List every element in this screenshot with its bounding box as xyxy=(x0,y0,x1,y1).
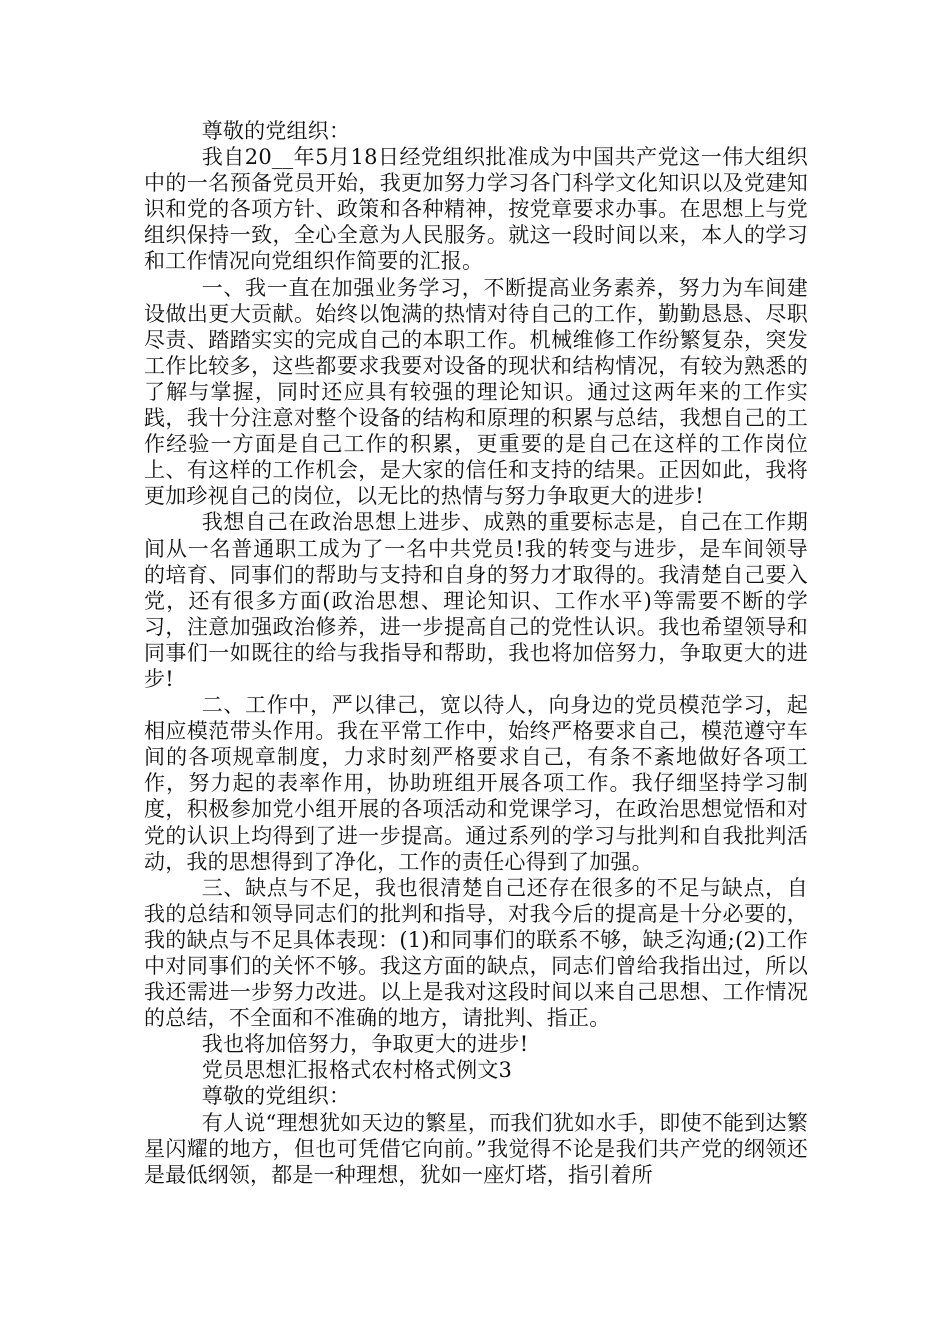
salutation: 尊敬的党组织： xyxy=(201,119,351,143)
closing-line: 我也将加倍努力，争取更大的进步! xyxy=(201,1032,529,1057)
body-paragraph: 三、缺点与不足，我也很清楚自己还存在很多的不足与缺点，自我的总结和领导同志们的批判和指导，对我今后的提高是十分必要的，我的缺点与不足具体表现：(1)和同事们的联系不够，缺乏沟通;(2)工作中对同事们的关怀不够。我这方面的缺点，同志们曾给我指出过，所以我还需进一步努力改进。以上是我对这段时间以来自己思想、工作情况的总结，不全面和不准确的地方，请批判、指正。 xyxy=(144,875,808,1031)
salutation: 尊敬的党组织： xyxy=(201,1084,351,1109)
body-paragraph: 有人说“理想犹如天边的繁星，而我们犹如水手，即使不能到达繁星闪耀的地方，但也可凭借它向前。”我觉得不论是我们共产党的纲领还是最低纲领，都是一种理想，犹如一座灯塔，指引着所 xyxy=(144,1110,808,1187)
document-page xyxy=(144,118,808,1188)
body-paragraph: 一、我一直在加强业务学习，不断提高业务素养，努力为车间建设做出更大贡献。始终以饱满的热情对待自己的工作，勤勤恳恳、尽职尽责、踏踏实实的完成自己的本职工作。机械维修工作纷繁复杂，突发工作比较多，这些都要求我要对设备的现状和结构情况，有较为熟悉的了解与掌握，同时还应具有较强的理论知识。通过这两年来的工作实践，我十分注意对整个设备的结构和原理的积累与总结，我想自己的工作经验一方面是自己工作的积累，更重要的是自己在这样的工作岗位上、有这样的工作机会，是大家的信任和支持的结果。正因如此，我将更加珍视自己的岗位，以无比的热情与努力争取更大的进步! xyxy=(144,275,808,509)
section-title: 党员思想汇报格式农村格式例文3 xyxy=(201,1058,513,1083)
body-paragraph: 二、工作中，严以律己，宽以待人，向身边的党员模范学习，起相应模范带头作用。我在平常工作中，始终严格要求自己，模范遵守车间的各项规章制度，力求时刻严格要求自己，有条不紊地做好各项工作，努力起的表率作用，协助班组开展各项工作。我仔细坚持学习制度，积极参加党小组开展的各项活动和党课学习，在政治思想觉悟和对党的认识上均得到了进一步提高。通过系列的学习与批判和自我批判活动，我的思想得到了净化，工作的责任心得到了加强。 xyxy=(144,693,808,874)
body-paragraph: 我想自己在政治思想上进步、成熟的重要标志是，自己在工作期间从一名普通职工成为了一名中共党员!我的转变与进步，是车间领导的培育、同事们的帮助与支持和自身的努力才取得的。我清楚自己要入党，还有很多方面(政治思想、理论知识、工作水平)等需要不断的学习，注意加强政治修养，进一步提高自己的党性认识。我也希望领导和同事们一如既往的给与我指导和帮助，我也将加倍努力，争取更大的进步! xyxy=(144,510,808,691)
body-paragraph: 我自20__年5月18日经党组织批准成为中国共产党这一伟大组织中的一名预备党员开始，我更加努力学习各门科学文化知识以及党建知识和党的各项方针、政策和各种精神，按党章要求办事。在思想上与党组织保持一致，全心全意为人民服务。就这一段时间以来，本人的学习和工作情况向党组织作简要的汇报。 xyxy=(144,145,808,274)
